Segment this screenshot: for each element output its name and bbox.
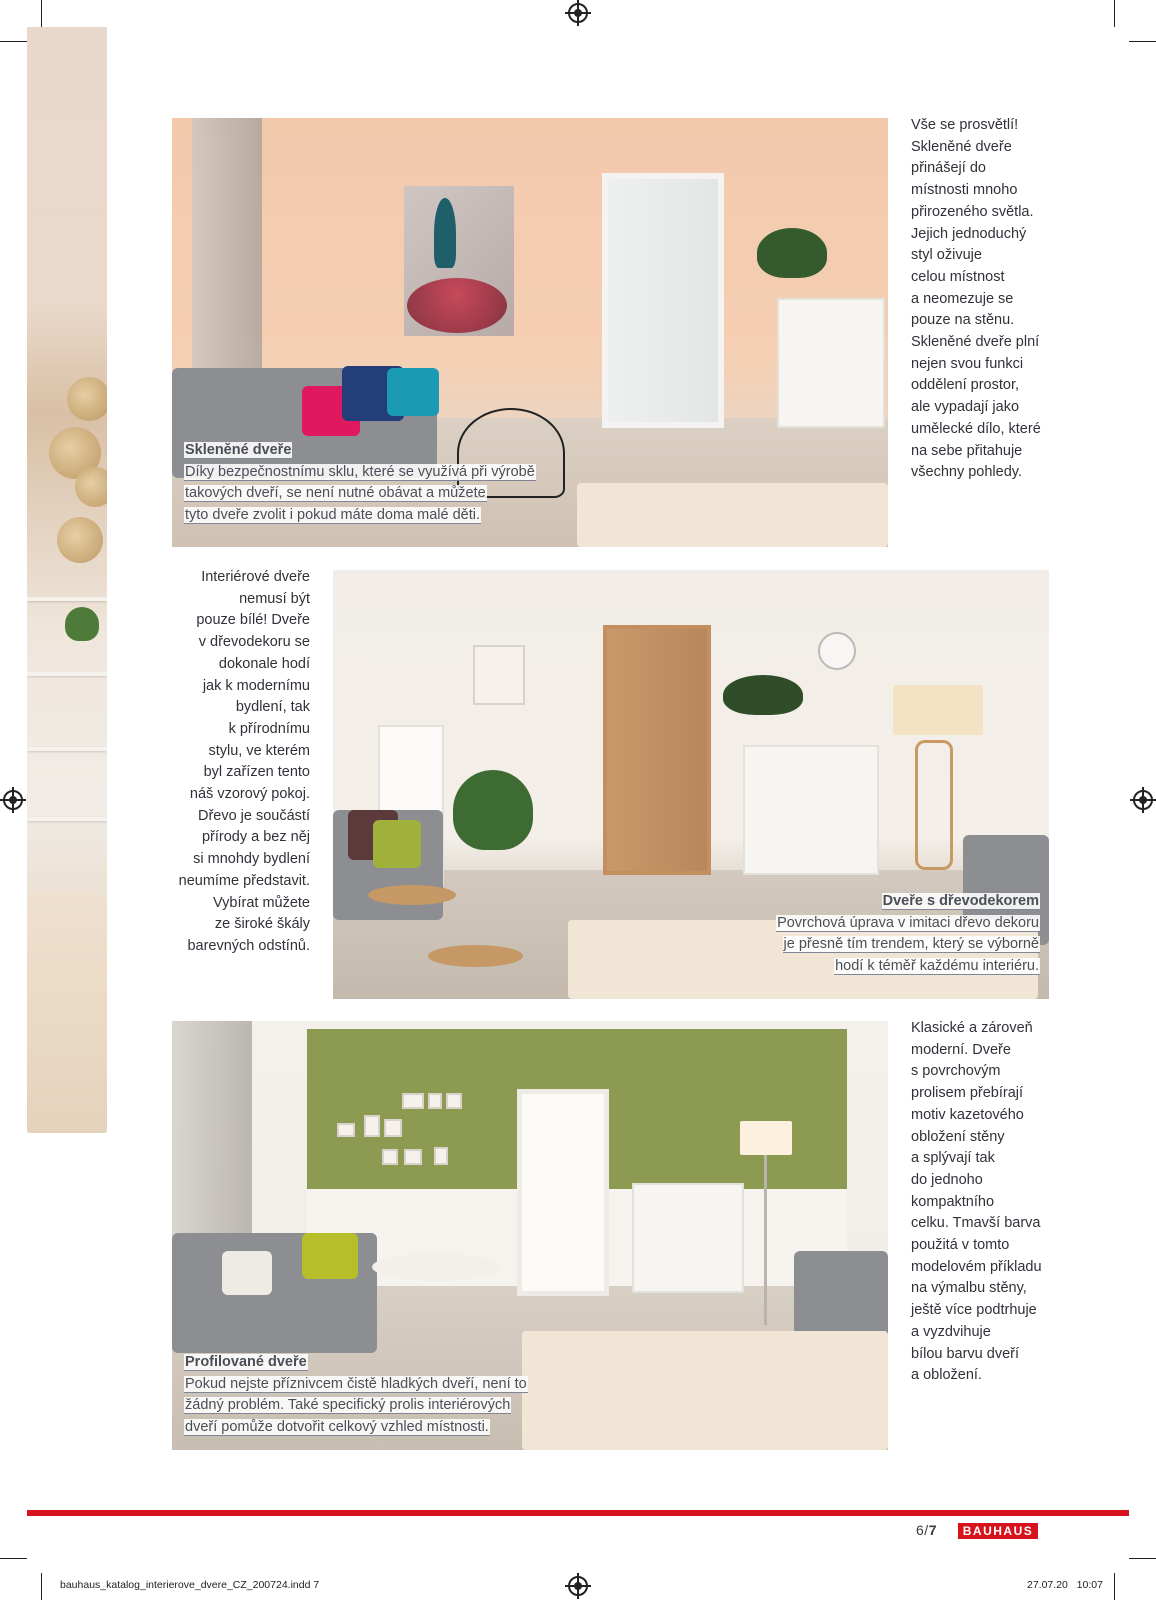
side-text-line: styl oživuje <box>911 247 982 264</box>
side-text-line: celku. Tmavší barva <box>911 1215 1041 1232</box>
glass-door <box>602 173 724 428</box>
page-number-current: 6 <box>916 1522 925 1538</box>
profiled-door <box>517 1089 609 1296</box>
registration-mark-icon <box>568 1576 588 1596</box>
caption-title: Dveře s dřevodekorem <box>882 893 1039 909</box>
footer-red-bar <box>27 1510 1129 1516</box>
side-text-line: Vybírat můžete <box>213 894 310 911</box>
side-text-line: Klasické a zároveň <box>911 1020 1033 1036</box>
crop-mark <box>0 41 27 42</box>
caption-profiled-door <box>184 1352 564 1438</box>
side-text-wood-door <box>160 567 310 958</box>
side-text-line: a splývají tak <box>911 1150 995 1167</box>
bauhaus-logo <box>958 1523 1038 1539</box>
side-text-line: a vyzdvihuje <box>911 1323 991 1340</box>
caption-title: Profilované dveře <box>185 1354 307 1370</box>
caption-line: je přesně tím trendem, který se výborně <box>783 936 1039 952</box>
wood-door <box>603 625 711 875</box>
crop-mark <box>1129 41 1156 42</box>
side-text-line: přinášejí do <box>911 160 986 177</box>
registration-mark-icon <box>568 3 588 23</box>
file-info <box>60 1579 319 1591</box>
side-text-profiled-door <box>911 1018 1042 1387</box>
side-text-line: modelovém příkladu <box>911 1258 1042 1275</box>
print-time: 10:07 <box>1076 1579 1103 1591</box>
side-text-line: pouze na stěnu. <box>911 312 1015 329</box>
file-info-text: bauhaus_katalog_interierove_dvere_CZ_200724.indd 7 <box>60 1579 320 1591</box>
side-text-line: ze široké škály <box>214 916 310 933</box>
side-text-line: oddělení prostor, <box>911 377 1020 394</box>
side-text-line: moderní. Dveře <box>911 1041 1011 1058</box>
page-number <box>916 1522 937 1538</box>
side-text-line: umělecké dílo, které <box>911 420 1041 437</box>
side-text-line: stylu, ve kterém <box>208 742 310 759</box>
caption-glass-door <box>184 440 564 526</box>
left-strip-photo <box>27 27 107 1133</box>
page-number-separator: / <box>924 1522 929 1538</box>
caption-line: tyto dveře zvolit i pokud máte doma malé děti. <box>185 506 480 523</box>
side-text-line: náš vzorový pokoj. <box>189 786 310 803</box>
registration-mark-icon <box>1133 790 1153 810</box>
caption-line: hodí k téměř každému interiéru. <box>835 957 1039 974</box>
side-text-line: obložení stěny <box>911 1128 1005 1145</box>
side-text-line: bydlení, tak <box>235 699 310 716</box>
side-text-line: Skleněné dveře plní <box>911 334 1040 351</box>
side-text-line: do jednoho <box>911 1171 983 1188</box>
side-text-line: celou místnost <box>911 268 1005 285</box>
crop-mark <box>1114 1573 1115 1600</box>
side-text-line: neumíme představit. <box>178 872 310 889</box>
side-text-line: a neomezuje se <box>911 290 1014 307</box>
print-date: 27.07.20 <box>1027 1579 1068 1591</box>
crop-mark <box>1114 0 1115 27</box>
side-text-line: ale vypadají jako <box>911 399 1020 416</box>
side-text-line: a obložení. <box>911 1367 982 1384</box>
side-text-line: si mnohdy bydlení <box>193 851 310 868</box>
side-text-line: použitá v tomto <box>911 1237 1010 1254</box>
side-text-line: ještě více podtrhuje <box>911 1302 1037 1319</box>
side-text-line: Interiérové dveře <box>201 569 310 585</box>
caption-line: Povrchová úprava v imitaci dřevo dekoru <box>777 914 1039 931</box>
side-text-line: všechny pohledy. <box>911 464 1022 481</box>
side-text-line: Skleněné dveře <box>911 138 1012 155</box>
caption-line: takových dveří, se není nutné obávat a můžete <box>185 485 486 501</box>
crop-mark <box>41 1573 42 1600</box>
brand-name: BAUHAUS <box>962 1524 1034 1538</box>
side-text-line: byl zařízen tento <box>203 764 310 781</box>
caption-line: žádný problém. Také specifický prolis interiérových <box>185 1397 511 1413</box>
side-text-line: dokonale hodí <box>218 655 310 672</box>
side-text-line: kompaktního <box>911 1193 995 1210</box>
crop-mark <box>1129 1558 1156 1559</box>
side-text-line: Dřevo je součástí <box>197 807 310 824</box>
side-text-line: motiv kazetového <box>911 1106 1024 1123</box>
side-text-line: nejen svou funkci <box>911 355 1024 372</box>
print-timestamp <box>1027 1579 1103 1591</box>
caption-line: Pokud nejste příznivcem čistě hladkých dveří, není to <box>185 1375 527 1392</box>
page-number-next: 7 <box>928 1522 937 1538</box>
caption-line: dveří pomůže dotvořit celkový vzhled místnosti. <box>185 1418 489 1435</box>
side-text-line: bílou barvu dveří <box>911 1345 1020 1362</box>
side-text-line: Jejich jednoduchý <box>911 225 1027 242</box>
side-text-line: na výmalbu stěny, <box>911 1280 1027 1297</box>
side-text-line: pouze bílé! Dveře <box>196 612 310 629</box>
caption-line: Díky bezpečnostnímu sklu, které se využívá při výrobě <box>185 463 535 480</box>
caption-wood-door <box>720 891 1040 977</box>
side-text-line: jak k modernímu <box>202 677 310 694</box>
side-text-line: v dřevodekoru se <box>198 634 310 651</box>
side-text-line: přirozeného světla. <box>911 203 1034 220</box>
side-text-line: barevných odstínů. <box>187 937 310 954</box>
registration-mark-icon <box>3 790 23 810</box>
side-text-line: přírody a bez něj <box>201 829 310 846</box>
side-text-line: místnosti mnoho <box>911 182 1018 199</box>
side-text-line: k přírodnímu <box>228 720 310 737</box>
side-text-glass-door <box>911 115 1041 484</box>
side-text-line: nemusí být <box>239 590 310 607</box>
caption-title: Skleněné dveře <box>185 442 292 458</box>
side-text-line: na sebe přitahuje <box>911 442 1023 459</box>
side-text-line: Vše se prosvětlí! <box>911 117 1019 133</box>
side-text-line: prolisem přebírají <box>911 1085 1024 1102</box>
crop-mark <box>0 1558 27 1559</box>
side-text-line: s povrchovým <box>911 1063 1001 1080</box>
crop-mark <box>41 0 42 27</box>
